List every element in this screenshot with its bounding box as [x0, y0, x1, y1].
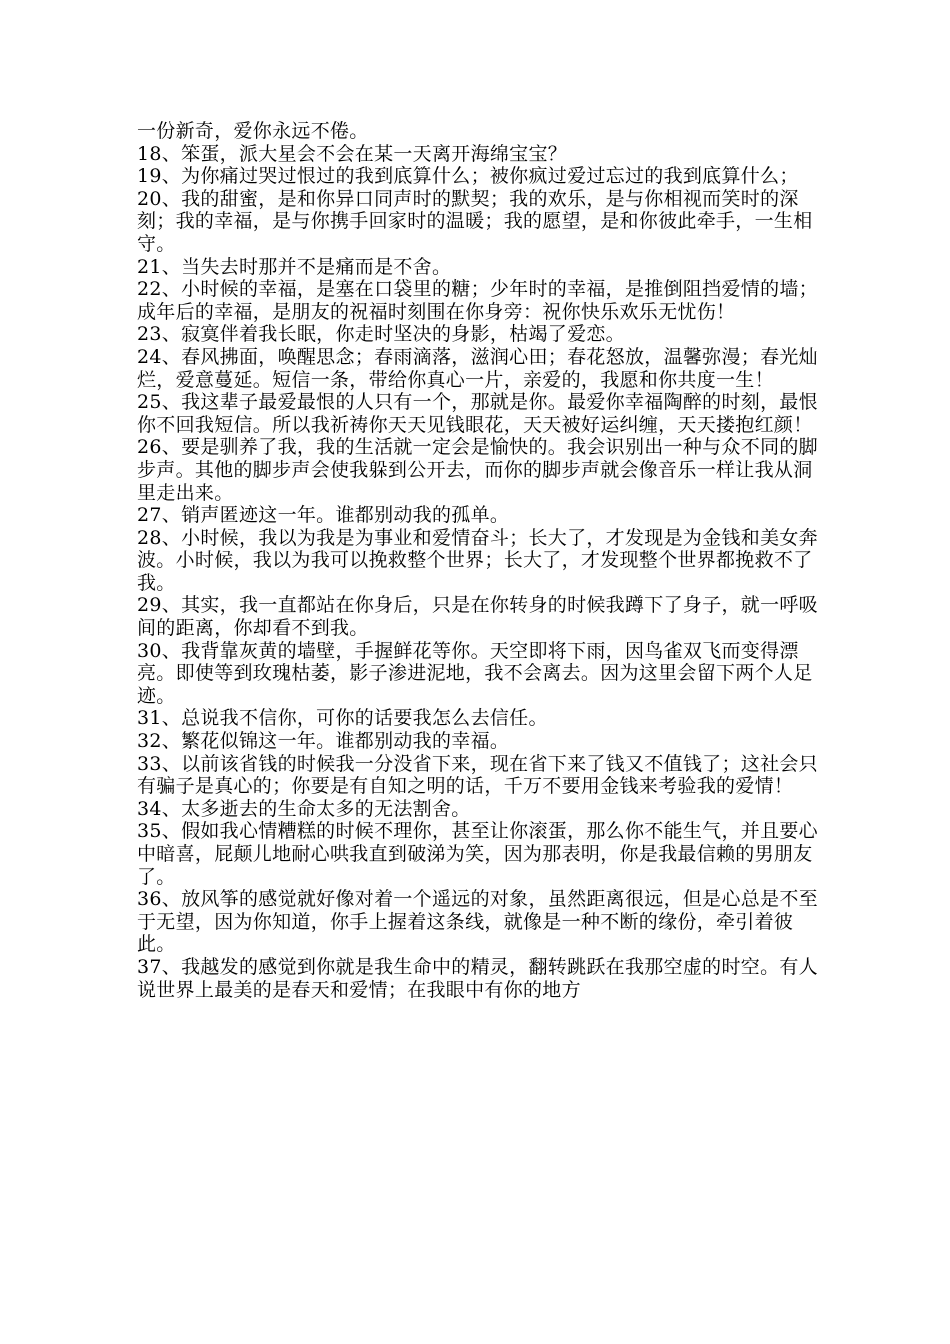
paragraph-35: 35、假如我心情糟糕的时候不理你，甚至让你滚蛋，那么你不能生气，并且要心中暗喜，屁颠儿地耐心哄我直到破涕为笑，因为那表明，你是我最信赖的男朋友了。	[137, 820, 818, 888]
paragraph-continuation: 一份新奇，爱你永远不倦。	[137, 120, 369, 142]
paragraph-28: 28、小时候，我以为我是为事业和爱情奋斗；长大了，才发现是为金钱和美女奔波。小时候，我以为我可以挽救整个世界；长大了，才发现整个世界都挽救不了我。	[137, 526, 818, 594]
paragraph-29: 29、其实，我一直都站在你身后，只是在你转身的时候我蹲下了身子，就一呼吸间的距离，你却看不到我。	[137, 594, 818, 640]
paragraph-24: 24、春风拂面，唤醒思念；春雨滴落，滋润心田；春花怒放，温馨弥漫；春光灿烂，爱意蔓延。短信一条，带给你真心一片，亲爱的，我愿和你共度一生！	[137, 345, 818, 391]
paragraph-18: 18、笨蛋，派大星会不会在某一天离开海绵宝宝？	[137, 142, 568, 165]
paragraph-30: 30、我背靠灰黄的墙壁，手握鲜花等你。天空即将下雨，因鸟雀双飞而变得漂亮。即使等到玫瑰枯萎，影子渗进泥地，我不会离去。因为这里会留下两个人足迹。	[137, 639, 813, 707]
paragraph-20: 20、我的甜蜜，是和你异口同声时的默契；我的欢乐，是与你相视而笑时的深刻；我的幸福，是与你携手回家时的温暖；我的愿望，是和你彼此牵手，一生相守。	[137, 187, 813, 255]
paragraph-25: 25、我这辈子最爱最恨的人只有一个，那就是你。最爱你幸福陶醉的时刻，最恨你不回我短信。所以我祈祷你天天见钱眼花，天天被好运纠缠，天天搂抱红颜！	[137, 391, 818, 436]
paragraph-36: 36、放风筝的感觉就好像对着一个遥远的对象，虽然距离很远，但是心总是不至于无望，因为你知道，你手上握着这条线，就像是一种不断的缘份，牵引着彼此。	[137, 888, 818, 956]
paragraph-32: 32、繁花似锦这一年。谁都别动我的幸福。	[137, 730, 510, 753]
paragraph-19: 19、为你痛过哭过恨过的我到底算什么；被你疯过爱过忘过的我到底算什么；	[137, 165, 799, 188]
document-body	[137, 120, 819, 1001]
paragraph-22: 22、小时候的幸福，是塞在口袋里的糖；少年时的幸福，是推倒阻挡爱情的墙；成年后的幸福，是朋友的祝福时刻围在你身旁：祝你快乐欢乐无忧伤！	[137, 278, 818, 323]
paragraph-31: 31、总说我不信你，可你的话要我怎么去信任。	[137, 707, 548, 730]
paragraph-37: 37、我越发的感觉到你就是我生命中的精灵，翻转跳跃在我那空虚的时空。有人说世界上最美的是春天和爱情；在我眼中有你的地方	[137, 955, 818, 1001]
paragraph-34: 34、太多逝去的生命太多的无法割舍。	[137, 797, 471, 820]
paragraph-23: 23、寂寞伴着我长眠，你走时坚决的身影，枯竭了爱恋。	[137, 323, 625, 346]
paragraph-33: 33、以前该省钱的时候我一分没省下来，现在省下来了钱又不值钱了；这社会只有骗子是真心的；你要是有自知之明的话，千万不要用金钱来考验我的爱情！	[137, 752, 818, 798]
paragraph-26: 26、要是驯养了我，我的生活就一定会是愉快的。我会识别出一种与众不同的脚步声。其他的脚步声会使我躲到公开去，而你的脚步声就会像音乐一样让我从洞里走出来。	[137, 436, 818, 504]
paragraph-21: 21、当失去时那并不是痛而是不舍。	[137, 255, 452, 278]
paragraph-27: 27、销声匿迹这一年。谁都别动我的孤单。	[137, 504, 510, 527]
